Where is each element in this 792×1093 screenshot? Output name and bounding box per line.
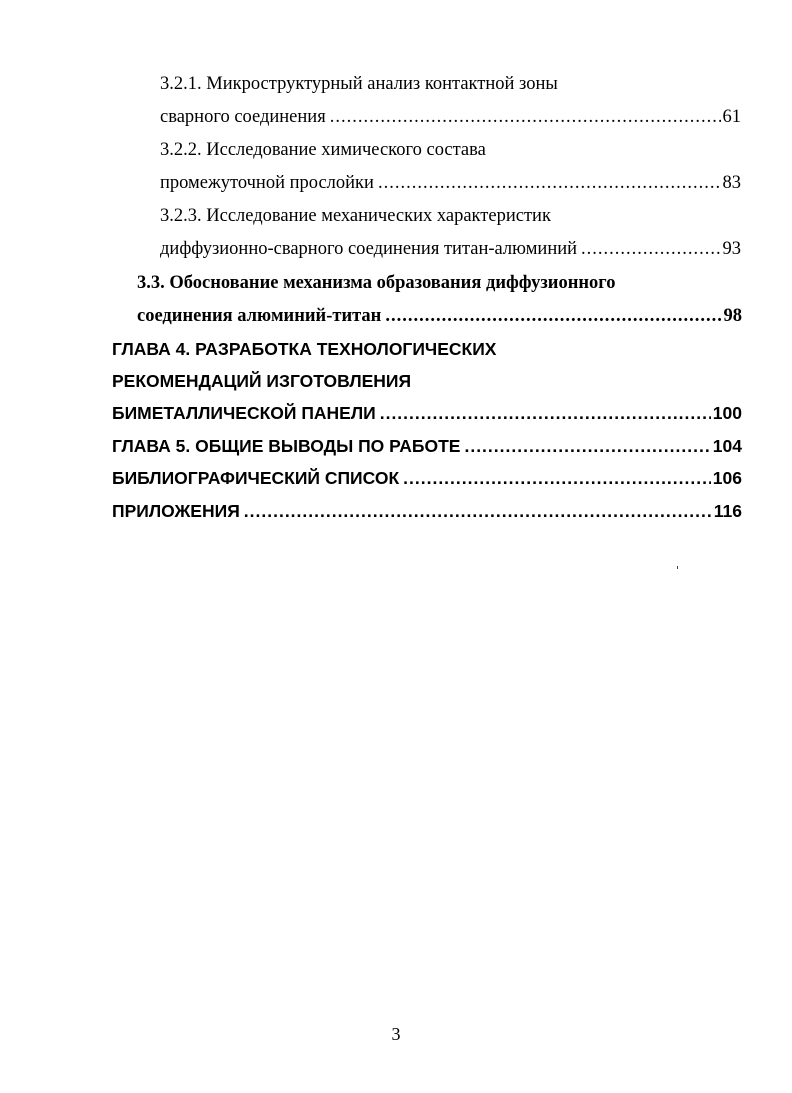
toc-entry-3-2-2-line1 xyxy=(160,140,750,161)
toc-page-number: 116 xyxy=(713,501,742,521)
toc-page-number: 104 xyxy=(712,436,742,456)
toc-page-number: 98 xyxy=(723,306,742,326)
toc-entry-text: 3.2.2. Исследование химического состава xyxy=(160,140,486,160)
toc-entry-text: диффузионно-сварного соединения титан-алюминий xyxy=(160,239,578,259)
toc-appendices[interactable] xyxy=(112,501,742,522)
scan-speck xyxy=(677,566,678,569)
toc-page-number: 93 xyxy=(722,239,741,259)
toc-section-3-3-line2[interactable] xyxy=(137,306,742,327)
toc-page-number: 61 xyxy=(722,107,741,127)
toc-entry-text: 3.2.3. Исследование механических характеристик xyxy=(160,206,551,226)
toc-bibliography[interactable] xyxy=(112,468,742,489)
toc-entry-text: ГЛАВА 4. РАЗРАБОТКА ТЕХНОЛОГИЧЕСКИХ xyxy=(112,339,497,359)
dot-leader xyxy=(403,468,711,489)
toc-chapter-5[interactable] xyxy=(112,436,742,457)
toc-entry-text: РЕКОМЕНДАЦИЙ ИЗГОТОВЛЕНИЯ xyxy=(112,371,412,391)
dot-leader xyxy=(244,501,712,522)
toc-entry-text: ГЛАВА 5. ОБЩИЕ ВЫВОДЫ ПО РАБОТЕ xyxy=(112,436,461,456)
toc-entry-3-2-1-line2[interactable] xyxy=(160,107,741,128)
toc-entry-text: промежуточной прослойки xyxy=(160,173,374,193)
toc-entry-3-2-2-line2[interactable] xyxy=(160,173,741,194)
toc-entry-text: 3.2.1. Микроструктурный анализ контактной зоны xyxy=(160,74,558,94)
toc-entry-3-2-3-line2[interactable] xyxy=(160,239,741,260)
toc-section-3-3-line1 xyxy=(137,273,750,294)
toc-chapter-4-line3[interactable] xyxy=(112,403,742,424)
toc-entry-text: БИМЕТАЛЛИЧЕСКОЙ ПАНЕЛИ xyxy=(112,403,376,423)
toc-page-number: 100 xyxy=(712,403,742,423)
page-number: 3 xyxy=(391,1024,401,1044)
toc-entry-text: БИБЛИОГРАФИЧЕСКИЙ СПИСОК xyxy=(112,468,400,488)
toc-entry-text: сварного соединения xyxy=(160,107,326,127)
toc-page-number: 83 xyxy=(722,173,741,193)
toc-entry-text: ПРИЛОЖЕНИЯ xyxy=(112,501,240,521)
dot-leader xyxy=(380,403,711,424)
dot-leader xyxy=(385,306,721,327)
toc-entry-3-2-1-line1 xyxy=(160,74,750,95)
dot-leader xyxy=(378,173,721,194)
toc-page-number: 106 xyxy=(712,468,742,488)
dot-leader xyxy=(330,107,721,128)
toc-chapter-4-line1 xyxy=(112,339,752,360)
toc-entry-3-2-3-line1 xyxy=(160,206,750,227)
toc-chapter-4-line2 xyxy=(112,371,752,392)
toc-entry-text: 3.3. Обоснование механизма образования диффузионного xyxy=(137,273,616,293)
toc-entry-text: соединения алюминий-титан xyxy=(137,306,382,326)
dot-leader xyxy=(464,436,710,457)
dot-leader xyxy=(581,239,720,260)
